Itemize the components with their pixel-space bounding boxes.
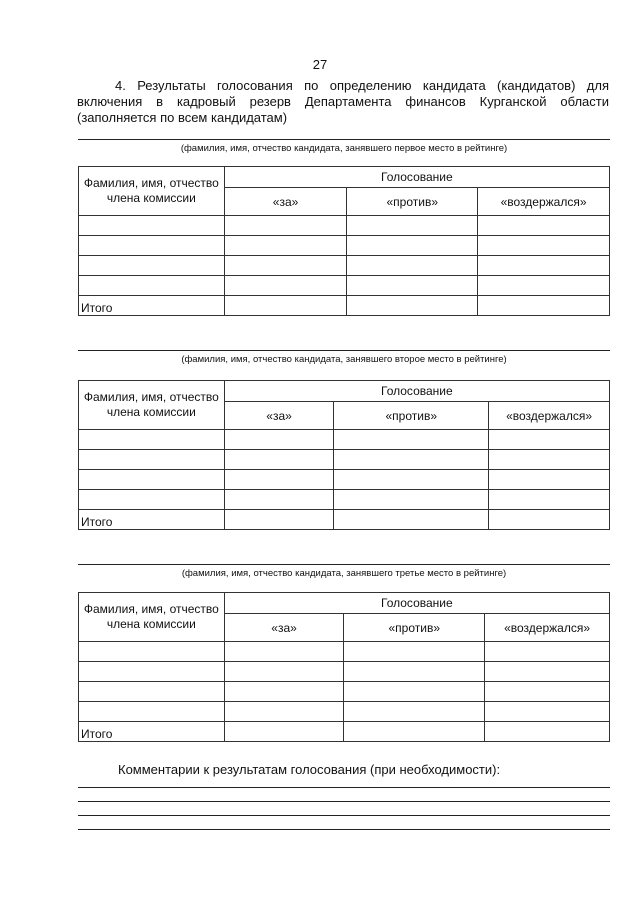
- header-abstained: «воздержался»: [478, 188, 610, 216]
- total-row: [79, 722, 610, 742]
- table-row: [79, 702, 610, 722]
- header-voting: Голосование: [224, 167, 609, 188]
- table-row: [79, 470, 610, 490]
- table-row: [79, 236, 610, 256]
- total-row: [79, 510, 610, 530]
- header-for: «за»: [224, 402, 334, 430]
- comment-line[interactable]: [78, 787, 610, 788]
- page-number: 27: [312, 57, 328, 72]
- candidate-3-caption: (фамилия, имя, отчество кандидата, занявшего третье место в рейтинге): [181, 568, 507, 579]
- header-against: «против»: [347, 188, 478, 216]
- section-intro: [77, 78, 609, 126]
- header-abstained: «воздержался»: [489, 402, 610, 430]
- comment-line[interactable]: [78, 829, 610, 830]
- candidate-1-caption: (фамилия, имя, отчество кандидата, занявшего первое место в рейтинге): [180, 143, 508, 154]
- total-label: Итого: [79, 296, 225, 316]
- header-voting: Голосование: [224, 381, 609, 402]
- total-row: [79, 296, 610, 316]
- section-text: Результаты голосования по определению кандидата (кандидатов) для включения в кадровый резерв Департамента финансов Курганской области (заполняется по всем кандидатам): [77, 78, 609, 125]
- candidate-3-name-line[interactable]: [78, 564, 610, 565]
- table-row: [79, 450, 610, 470]
- section-number: 4.: [115, 78, 126, 93]
- comment-line[interactable]: [78, 815, 610, 816]
- comments-label: Комментарии к результатам голосования (при необходимости):: [118, 762, 501, 777]
- candidate-2-name-line[interactable]: [78, 350, 610, 351]
- total-label: Итого: [79, 722, 225, 742]
- header-member: Фамилия, имя, отчество члена комиссии: [79, 381, 225, 430]
- header-against: «против»: [344, 614, 485, 642]
- table-row: [79, 642, 610, 662]
- candidate-1-name-line[interactable]: [78, 139, 610, 140]
- comment-line[interactable]: [78, 801, 610, 802]
- table-row: [79, 256, 610, 276]
- voting-table-3: [78, 592, 610, 742]
- table-row: [79, 430, 610, 450]
- candidate-2-caption: (фамилия, имя, отчество кандидата, занявшего второе место в рейтинге): [181, 354, 507, 365]
- voting-table-2: [78, 380, 610, 530]
- table-row: [79, 216, 610, 236]
- header-member: Фамилия, имя, отчество члена комиссии: [79, 167, 225, 216]
- table-row: [79, 682, 610, 702]
- table-row: [79, 490, 610, 510]
- total-label: Итого: [79, 510, 225, 530]
- voting-table-1: [78, 166, 610, 316]
- header-member: Фамилия, имя, отчество члена комиссии: [79, 593, 225, 642]
- header-against: «против»: [334, 402, 489, 430]
- table-row: [79, 276, 610, 296]
- table-row: [79, 662, 610, 682]
- header-for: «за»: [224, 614, 344, 642]
- header-voting: Голосование: [224, 593, 609, 614]
- header-abstained: «воздержался»: [485, 614, 610, 642]
- header-for: «за»: [224, 188, 347, 216]
